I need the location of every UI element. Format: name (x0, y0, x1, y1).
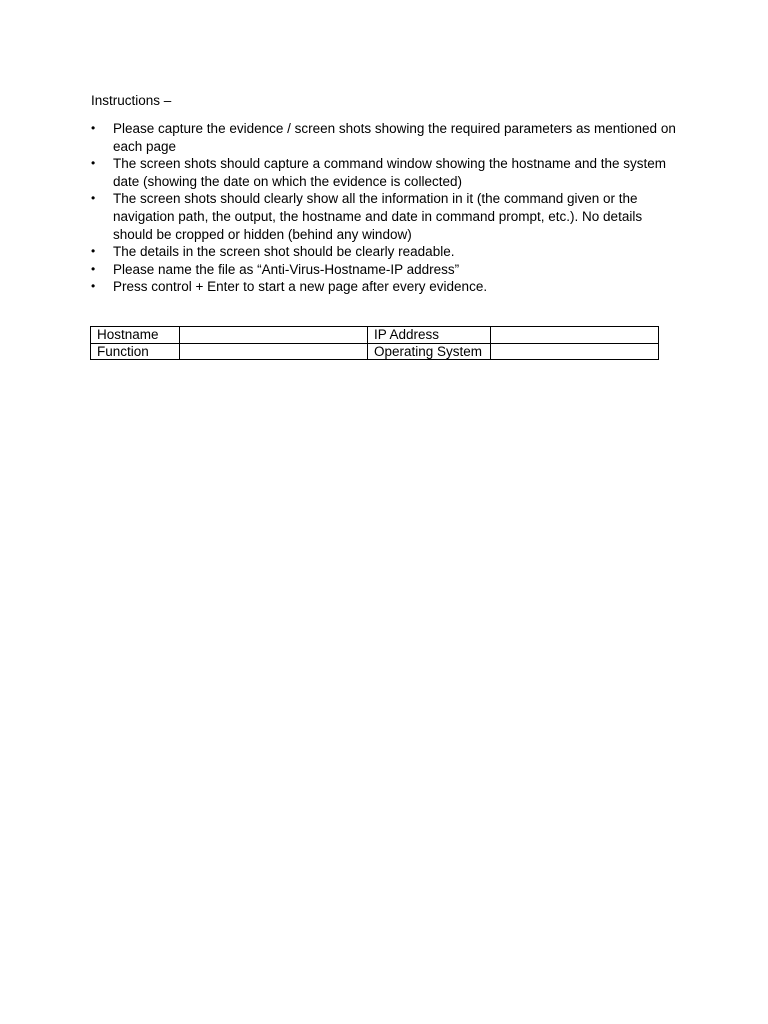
table-row (91, 343, 659, 360)
bullet-icon: • (91, 156, 96, 171)
list-item (91, 243, 681, 261)
bullet-icon: • (91, 191, 96, 206)
instructions-list (91, 120, 681, 296)
function-value-cell[interactable] (180, 343, 368, 360)
bullet-icon: • (91, 121, 96, 135)
table-row (91, 327, 659, 344)
hostname-label: Hostname (91, 327, 180, 344)
instruction-text: The screen shots should clearly show all the information in it (the command given or the navigation path, the output, the hostname and date in command prompt, etc.). No details should be cropped or hidden (behind any window) (113, 191, 643, 242)
instructions-heading: Instructions – (91, 93, 172, 108)
function-label: Function (91, 343, 180, 360)
operating-system-value-cell[interactable] (491, 343, 659, 360)
bullet-icon: • (91, 279, 96, 294)
list-item (91, 120, 681, 155)
instruction-text: Please capture the evidence / screen shots showing the required parameters as mentioned on each page (113, 121, 676, 154)
hostname-value-cell[interactable] (180, 327, 368, 344)
bullet-icon: • (91, 261, 96, 276)
bullet-icon: • (91, 244, 96, 259)
instruction-text: Press control + Enter to start a new page after every evidence. (113, 279, 488, 295)
instruction-text: The screen shots should capture a command window showing the hostname and the system date (showing the date on which the evidence is collected) (113, 156, 667, 189)
list-item (91, 190, 681, 243)
list-item (91, 261, 681, 279)
list-item (91, 155, 681, 190)
host-info-table (90, 326, 659, 360)
instruction-text: Please name the file as “Anti-Virus-Hostname-IP address” (113, 261, 460, 277)
operating-system-label: Operating System (368, 343, 491, 360)
list-item (91, 278, 681, 296)
instruction-text: The details in the screen shot should be clearly readable. (113, 244, 455, 260)
ip-address-label: IP Address (368, 327, 491, 344)
ip-address-value-cell[interactable] (491, 327, 659, 344)
